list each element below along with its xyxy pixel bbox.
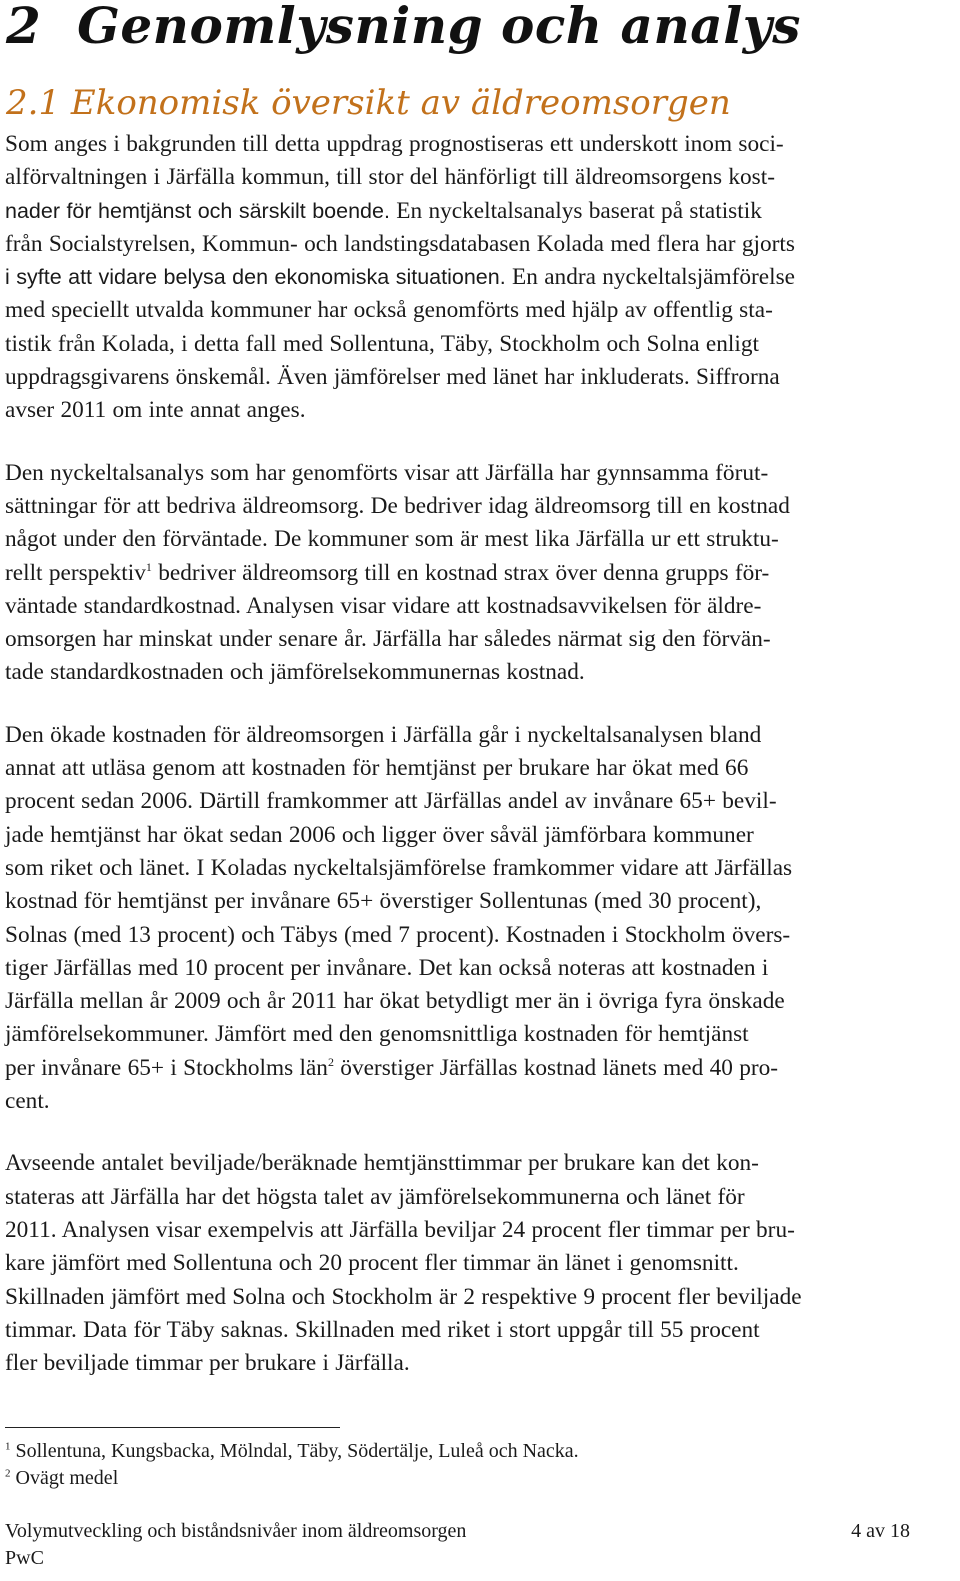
text-line: väntade standardkostnad. Analysen visar vidare att kostnadsavvikelsen för äldre- bbox=[5, 592, 762, 619]
section-heading bbox=[6, 82, 731, 124]
text-line: procent sedan 2006. Därtill framkommer att Järfällas andel av invånare 65+ bevil- bbox=[5, 788, 777, 815]
text-line: jämförelsekommuner. Jämfört med den genomsnittliga kostnaden för hemtjänst bbox=[5, 1021, 749, 1048]
text-fragment: i syfte att vidare belysa den ekonomiska situationen. bbox=[5, 265, 506, 290]
text-fragment: En nyckeltalsanalys baserat på statistik bbox=[389, 197, 762, 224]
text-line: Solnas (med 13 procent) och Täbys (med 7 procent). Kostnaden i Stockholm övers- bbox=[5, 921, 791, 948]
text-line: som riket och länet. I Koladas nyckeltalsjämförelse framkommer vidare att Järfällas bbox=[5, 854, 793, 881]
text-line: kostnad för hemtjänst per invånare 65+ överstiger Sollentunas (med 30 procent), bbox=[5, 888, 762, 915]
paragraph-1 bbox=[5, 128, 953, 428]
text-fragment: överstiger Järfällas kostnad länets med 40 pro- bbox=[333, 1054, 779, 1081]
section-number: 2.1 bbox=[6, 83, 61, 123]
text-line: fler beviljade timmar per brukare i Järfälla. bbox=[5, 1350, 410, 1377]
paragraph-3 bbox=[5, 719, 953, 1119]
footnote-text: Ovägt medel bbox=[10, 1467, 119, 1489]
text-line bbox=[5, 557, 953, 590]
text-line: Avseende antalet beviljade/beräknade hemtjänsttimmar per brukare kan det kon- bbox=[5, 1150, 759, 1177]
footnote-reference: 2 bbox=[327, 1054, 334, 1069]
chapter-number: 2 bbox=[6, 0, 42, 55]
text-line: med speciellt utvalda kommuner har också genomförts med hjälp av offentlig sta- bbox=[5, 297, 773, 324]
text-line: Den nyckeltalsanalys som har genomförts visar att Järfälla har gynnsamma förut- bbox=[5, 459, 769, 486]
footnote-divider bbox=[5, 1427, 340, 1428]
text-line bbox=[5, 1052, 953, 1085]
footnote-1 bbox=[5, 1438, 579, 1465]
text-line: avser 2011 om inte annat anges. bbox=[5, 397, 306, 424]
chapter-heading bbox=[6, 0, 801, 56]
text-line: från Socialstyrelsen, Kommun- och landstingsdatabasen Kolada med flera har gjorts bbox=[5, 230, 795, 257]
paragraph-2 bbox=[5, 457, 953, 690]
text-line: tade standardkostnaden och jämförelsekommunernas kostnad. bbox=[5, 659, 585, 686]
text-fragment: nader för hemtjänst och särskilt boende. bbox=[5, 198, 390, 223]
text-line: alförvaltningen i Järfälla kommun, till stor del hänförligt till äldreomsorgens kost- bbox=[5, 164, 775, 191]
section-title: Ekonomisk översikt av äldreomsorgen bbox=[70, 83, 731, 123]
footer-row bbox=[5, 1518, 910, 1545]
body-text bbox=[5, 128, 953, 1409]
text-fragment: rellt perspektiv bbox=[5, 559, 146, 586]
footnotes bbox=[5, 1438, 579, 1492]
text-line: 2011. Analysen visar exempelvis att Järfälla beviljar 24 procent fler timmar per bru- bbox=[5, 1216, 795, 1243]
text-line: annat att utläsa genom att kostnaden för hemtjänst per brukare har ökat med 66 bbox=[5, 755, 749, 782]
text-fragment: bedriver äldreomsorg till en kostnad strax över denna grupps för- bbox=[151, 559, 770, 586]
text-line: Skillnaden jämfört med Solna och Stockholm är 2 respektive 9 procent fler beviljade bbox=[5, 1283, 802, 1310]
text-fragment: En andra nyckeltalsjämförelse bbox=[505, 264, 796, 291]
footer-organization: PwC bbox=[5, 1547, 44, 1569]
footnote-number: 1 bbox=[5, 1440, 11, 1453]
footnote-number: 2 bbox=[5, 1467, 11, 1480]
text-line: uppdragsgivarens önskemål. Även jämförelser med länet har inkluderats. Siffrorna bbox=[5, 364, 780, 391]
text-line: cent. bbox=[5, 1088, 50, 1115]
text-line: jade hemtjänst har ökat sedan 2006 och ligger över såväl jämförbara kommuner bbox=[5, 821, 754, 848]
footnote-text: Sollentuna, Kungsbacka, Mölndal, Täby, Södertälje, Luleå och Nacka. bbox=[10, 1440, 579, 1462]
text-line: tiger Järfällas med 10 procent per invånare. Det kan också noteras att kostnaden i bbox=[5, 954, 769, 981]
page-footer bbox=[5, 1518, 910, 1572]
text-line: Järfälla mellan år 2009 och år 2011 har ökat betydligt mer än i övriga fyra önskade bbox=[5, 988, 785, 1015]
text-line bbox=[5, 195, 953, 228]
footnote-reference: 1 bbox=[145, 559, 152, 574]
text-line: Som anges i bakgrunden till detta uppdrag prognostiseras ett underskott inom soci- bbox=[5, 131, 784, 157]
footnote-2 bbox=[5, 1465, 579, 1492]
chapter-title: Genomlysning och analys bbox=[77, 0, 801, 55]
text-line: tistik från Kolada, i detta fall med Sollentuna, Täby, Stockholm och Solna enligt bbox=[5, 330, 759, 357]
text-line: stateras att Järfälla har det högsta talet av jämförelsekommunerna och länet för bbox=[5, 1183, 745, 1210]
text-line: timmar. Data för Täby saknas. Skillnaden med riket i stort uppgår till 55 procent bbox=[5, 1316, 760, 1343]
text-line: omsorgen har minskat under senare år. Järfälla har således närmat sig den förvän- bbox=[5, 626, 771, 653]
text-line: något under den förväntade. De kommuner som är mest lika Järfälla ur ett struktu- bbox=[5, 526, 779, 553]
paragraph-4 bbox=[5, 1147, 953, 1380]
text-fragment: per invånare 65+ i Stockholms län bbox=[5, 1054, 328, 1081]
footer-document-title: Volymutveckling och biståndsnivåer inom äldreomsorgen bbox=[5, 1520, 467, 1542]
text-line: sättningar för att bedriva äldreomsorg. De bedriver idag äldreomsorg till en kostnad bbox=[5, 492, 790, 519]
text-line: kare jämfört med Sollentuna och 20 procent fler timmar än länet i genomsnitt. bbox=[5, 1250, 739, 1277]
text-line bbox=[5, 261, 953, 294]
page-number: 4 av 18 bbox=[851, 1520, 910, 1542]
text-line: Den ökade kostnaden för äldreomsorgen i Järfälla går i nyckeltalsanalysen bland bbox=[5, 721, 762, 748]
